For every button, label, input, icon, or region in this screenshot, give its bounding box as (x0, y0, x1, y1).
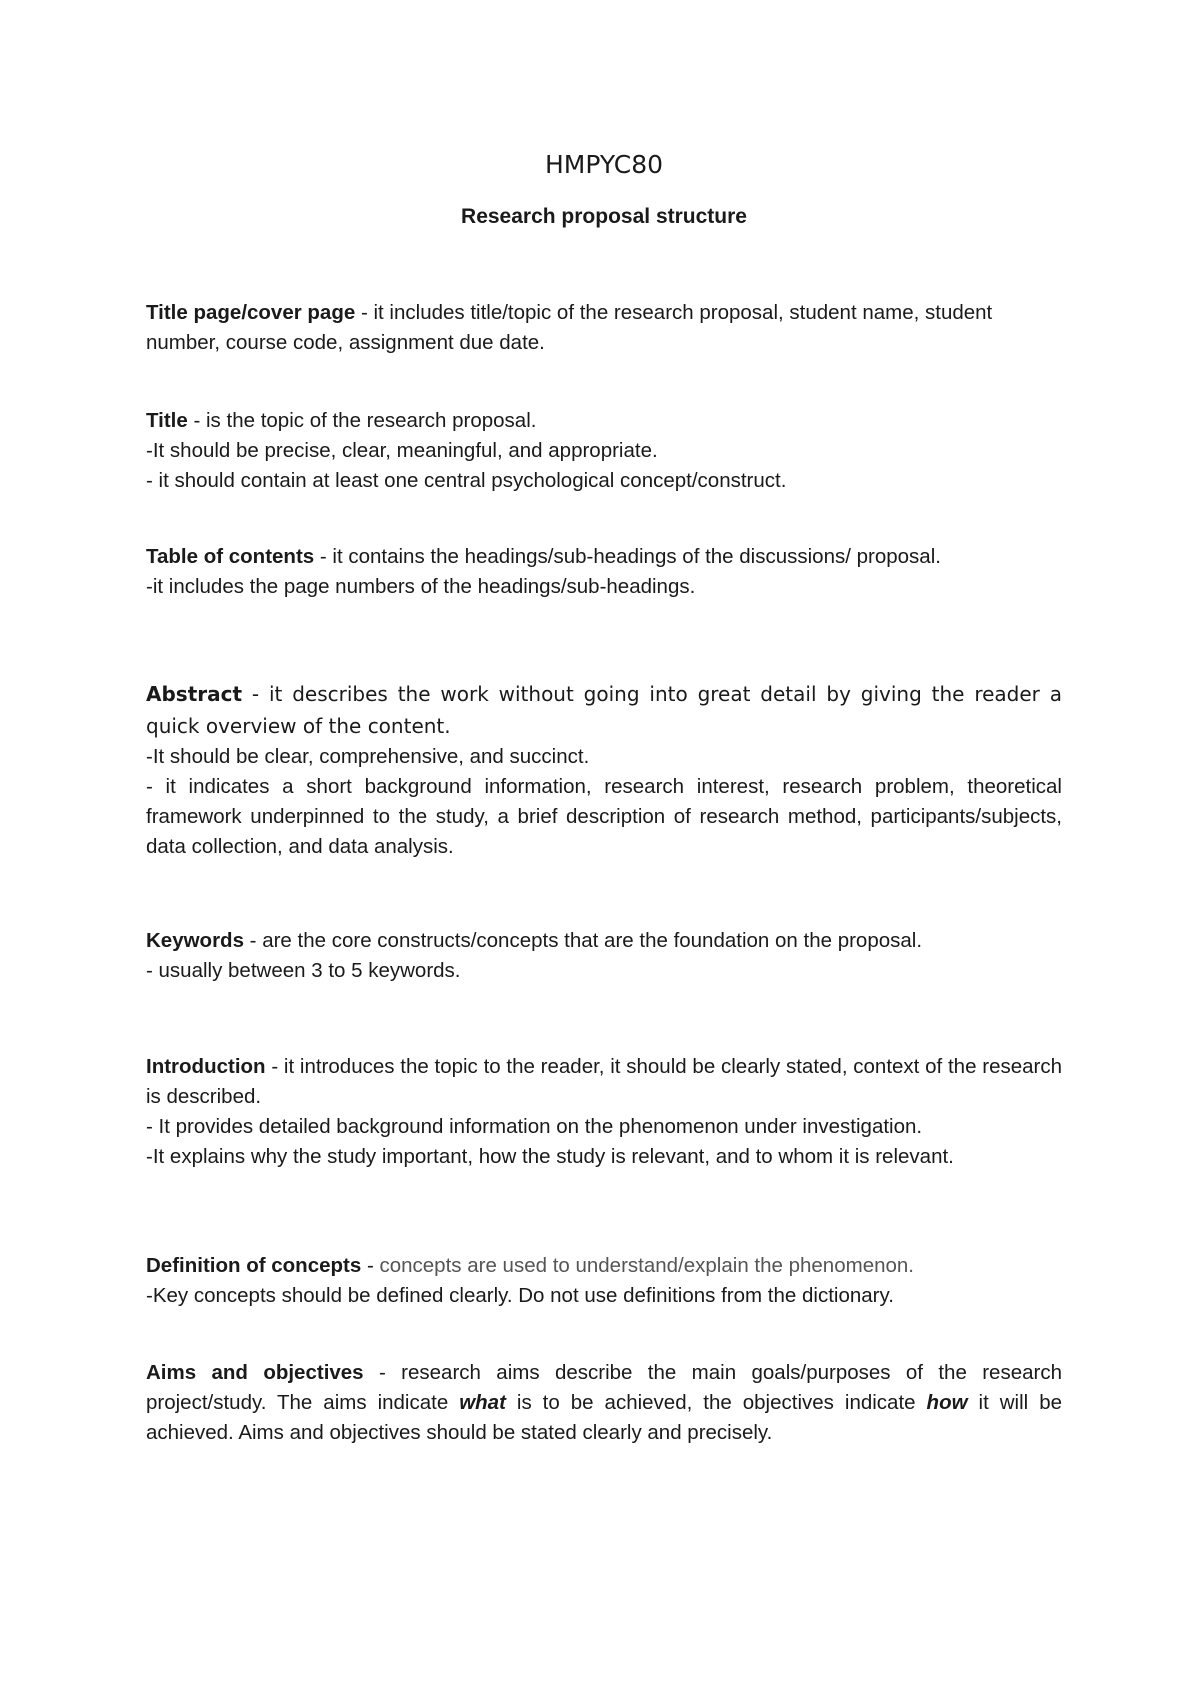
section-title (146, 406, 1062, 496)
paragraph (146, 926, 1062, 956)
section-heading: Table of contents (146, 545, 315, 568)
section-heading: Abstract (146, 682, 243, 706)
section-heading: Introduction (146, 1055, 266, 1078)
paragraph (146, 1052, 1062, 1112)
section-heading: Keywords (146, 929, 244, 952)
section-heading: Definition of concepts (146, 1254, 362, 1277)
section-text: - it contains the headings/sub-headings of the discussions/ proposal. (314, 545, 941, 568)
emphasis-how: how (926, 1391, 968, 1414)
paragraph-line: - it indicates a short background information, research interest, research problem, theoretical framework underpinned to the study, a brief description of research method, participants/subjects, data collection, and data analysis. (146, 775, 1062, 858)
section-text: - it includes title/topic of the research proposal, student name, student number, course code, assignment due date. (146, 301, 993, 354)
section-text: - it describes the work without going into great detail by giving the reader a quick overview of the content. (146, 682, 1062, 738)
section-text: - research aims describe the main goals/purposes of the research project/study. The aims indicate (146, 1361, 1062, 1414)
paragraph (146, 678, 1062, 742)
paragraph-line: -Key concepts should be defined clearly. Do not use definitions from the dictionary. (146, 1284, 894, 1307)
section-table-of-contents (146, 542, 1062, 602)
section-title-page (146, 298, 1062, 358)
section-definition-of-concepts (146, 1251, 1062, 1311)
paragraph-line: - it should contain at least one central psychological concept/construct. (146, 469, 787, 492)
section-text: - are the core constructs/concepts that are the foundation on the proposal. (243, 929, 923, 952)
paragraph-line: -it includes the page numbers of the headings/sub-headings. (146, 575, 696, 598)
section-dash: - (361, 1254, 380, 1277)
paragraph-line: - usually between 3 to 5 keywords. (146, 959, 461, 982)
section-heading: Title (146, 409, 188, 432)
section-text: - is the topic of the research proposal. (187, 409, 537, 432)
section-heading: Aims and objectives (146, 1361, 364, 1384)
section-heading: Title page/cover page (146, 301, 356, 324)
section-text: concepts are used to understand/explain the phenomenon. (379, 1254, 914, 1277)
paragraph (146, 542, 1062, 572)
paragraph (146, 1251, 1062, 1281)
section-aims-and-objectives (146, 1358, 1062, 1448)
section-abstract (146, 678, 1062, 862)
paragraph (146, 406, 1062, 436)
paragraph-line: -It explains why the study important, how the study is relevant, and to whom it is relevant. (146, 1145, 954, 1168)
paragraph-line: -It should be clear, comprehensive, and succinct. (146, 745, 590, 768)
emphasis-what: what (459, 1391, 506, 1414)
document-subtitle: Research proposal structure (461, 205, 747, 228)
paragraph-line: -It should be precise, clear, meaningful, and appropriate. (146, 439, 658, 462)
paragraph (146, 298, 1062, 358)
section-text: is to be achieved, the objectives indicate (505, 1391, 927, 1414)
section-text: it will be achieved. Aims and objectives should be stated clearly and precisely. (146, 1391, 1063, 1444)
section-introduction (146, 1052, 1062, 1172)
paragraph-line: - It provides detailed background information on the phenomenon under investigation. (146, 1115, 923, 1138)
section-keywords (146, 926, 1062, 986)
paragraph (146, 1358, 1062, 1448)
course-code-title: HMPYC80 (544, 150, 664, 179)
section-text: - it introduces the topic to the reader, it should be clearly stated, context of the research is described. (146, 1055, 1062, 1108)
